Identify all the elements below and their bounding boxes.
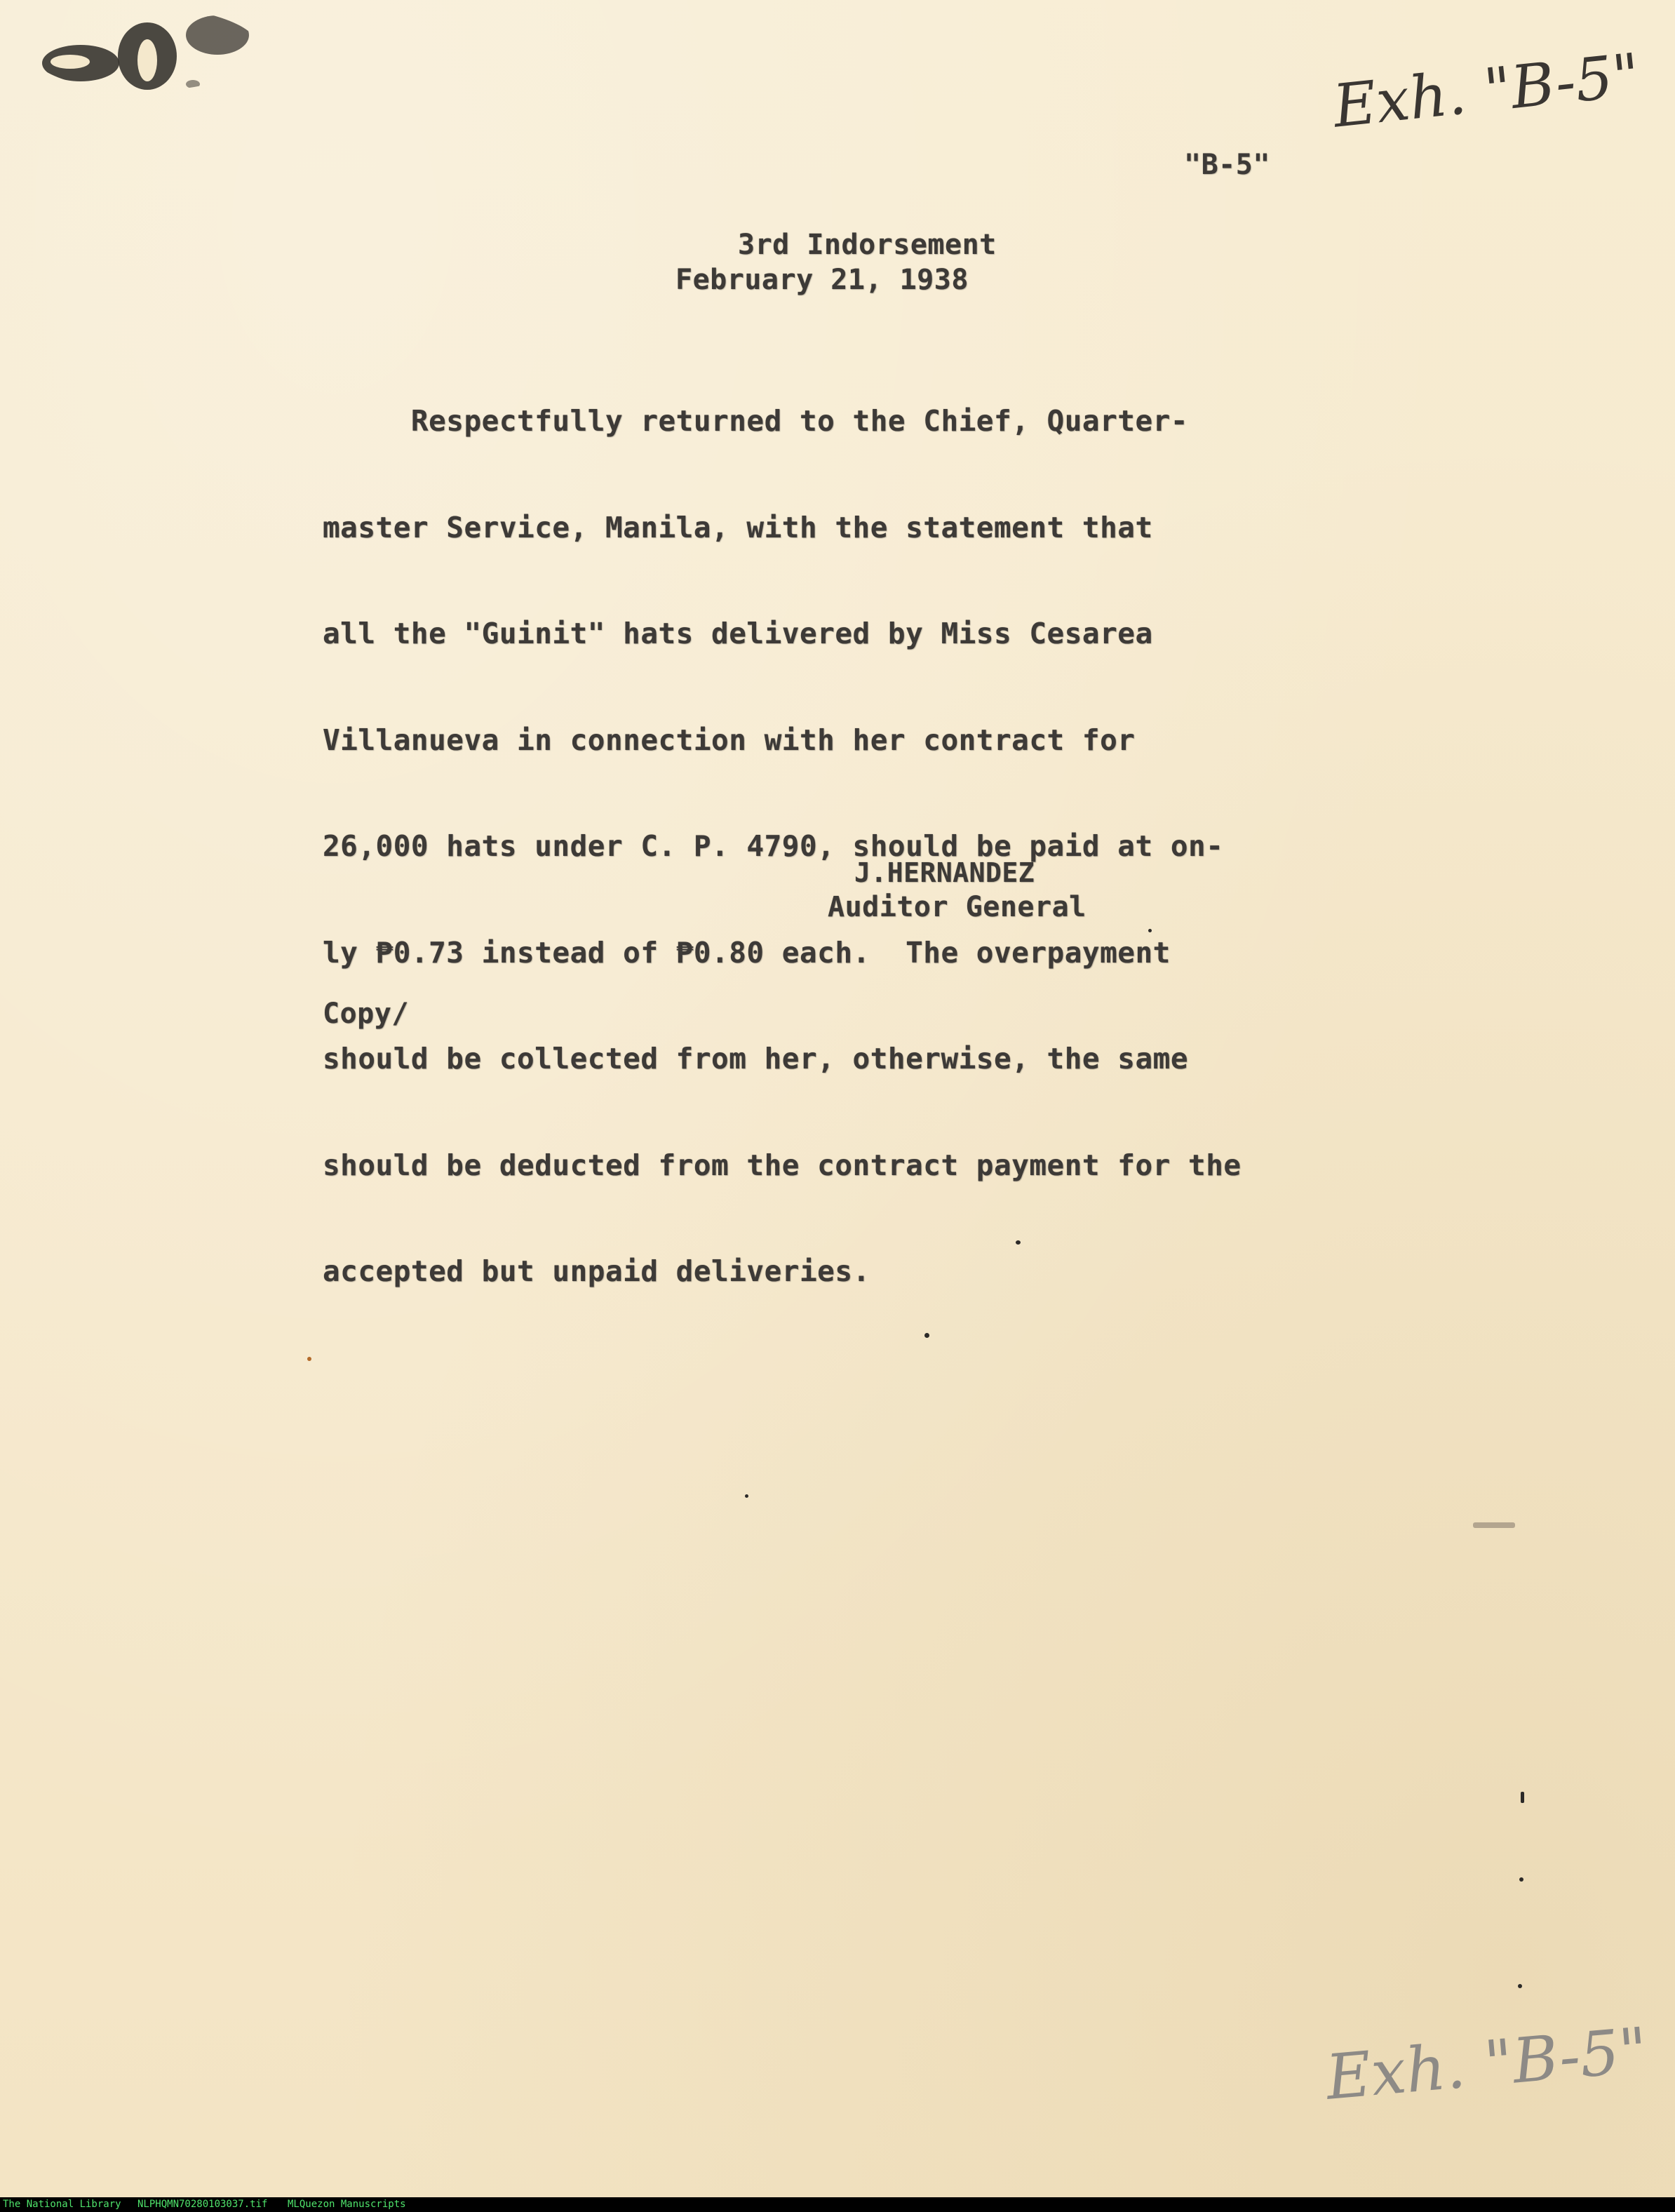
signer-title: Auditor General [828, 891, 1087, 923]
paper-speck [1016, 1240, 1021, 1245]
body-line: ly ₱0.73 instead of ₱0.80 each. The overpayment [323, 935, 1171, 970]
paper-speck [1521, 1792, 1524, 1803]
paper-speck [1519, 1877, 1523, 1882]
body-line: should be collected from her, otherwise, the same [323, 1042, 1189, 1075]
footer-collection-name: MLQuezon Manuscripts [288, 2199, 406, 2210]
body-line: 26,000 hats under C. P. 4790, should be paid at on- [323, 829, 1224, 863]
copy-notation: Copy/ [323, 998, 409, 1030]
body-line: Villanueva in connection with her contract for [323, 723, 1136, 757]
paper-speck [307, 1357, 311, 1361]
paper-speck [924, 1333, 929, 1338]
signer-name: J.HERNANDEZ [854, 857, 1035, 888]
footer-file-name: NLPHQMN70280103037.tif [137, 2199, 268, 2210]
paper-speck [1518, 1984, 1522, 1988]
paper-speck [1148, 929, 1152, 932]
exhibit-label-handwritten-top: Exh. "B-5" [1330, 40, 1643, 141]
ink-stain [28, 7, 260, 91]
body-line: Respectfully returned to the Chief, Quarter- [323, 404, 1189, 438]
document-date: February 21, 1938 [675, 264, 969, 296]
body-line: all the "Guinit" hats delivered by Miss Cesarea [323, 617, 1153, 650]
document-title: 3rd Indorsement [738, 229, 997, 261]
exhibit-stamp-mark: "B-5" [1184, 149, 1270, 181]
paper-speck [745, 1494, 748, 1498]
body-paragraph [323, 333, 1242, 1360]
exhibit-label-handwritten-bottom: Exh. "B-5" [1323, 2013, 1651, 2114]
body-line: accepted but unpaid deliveries. [323, 1254, 870, 1288]
footer-library-name: The National Library [3, 2199, 121, 2210]
body-line: should be deducted from the contract payment for the [323, 1148, 1242, 1182]
body-line: master Service, Manila, with the statement that [323, 510, 1153, 544]
paper-speck [1473, 1522, 1515, 1528]
